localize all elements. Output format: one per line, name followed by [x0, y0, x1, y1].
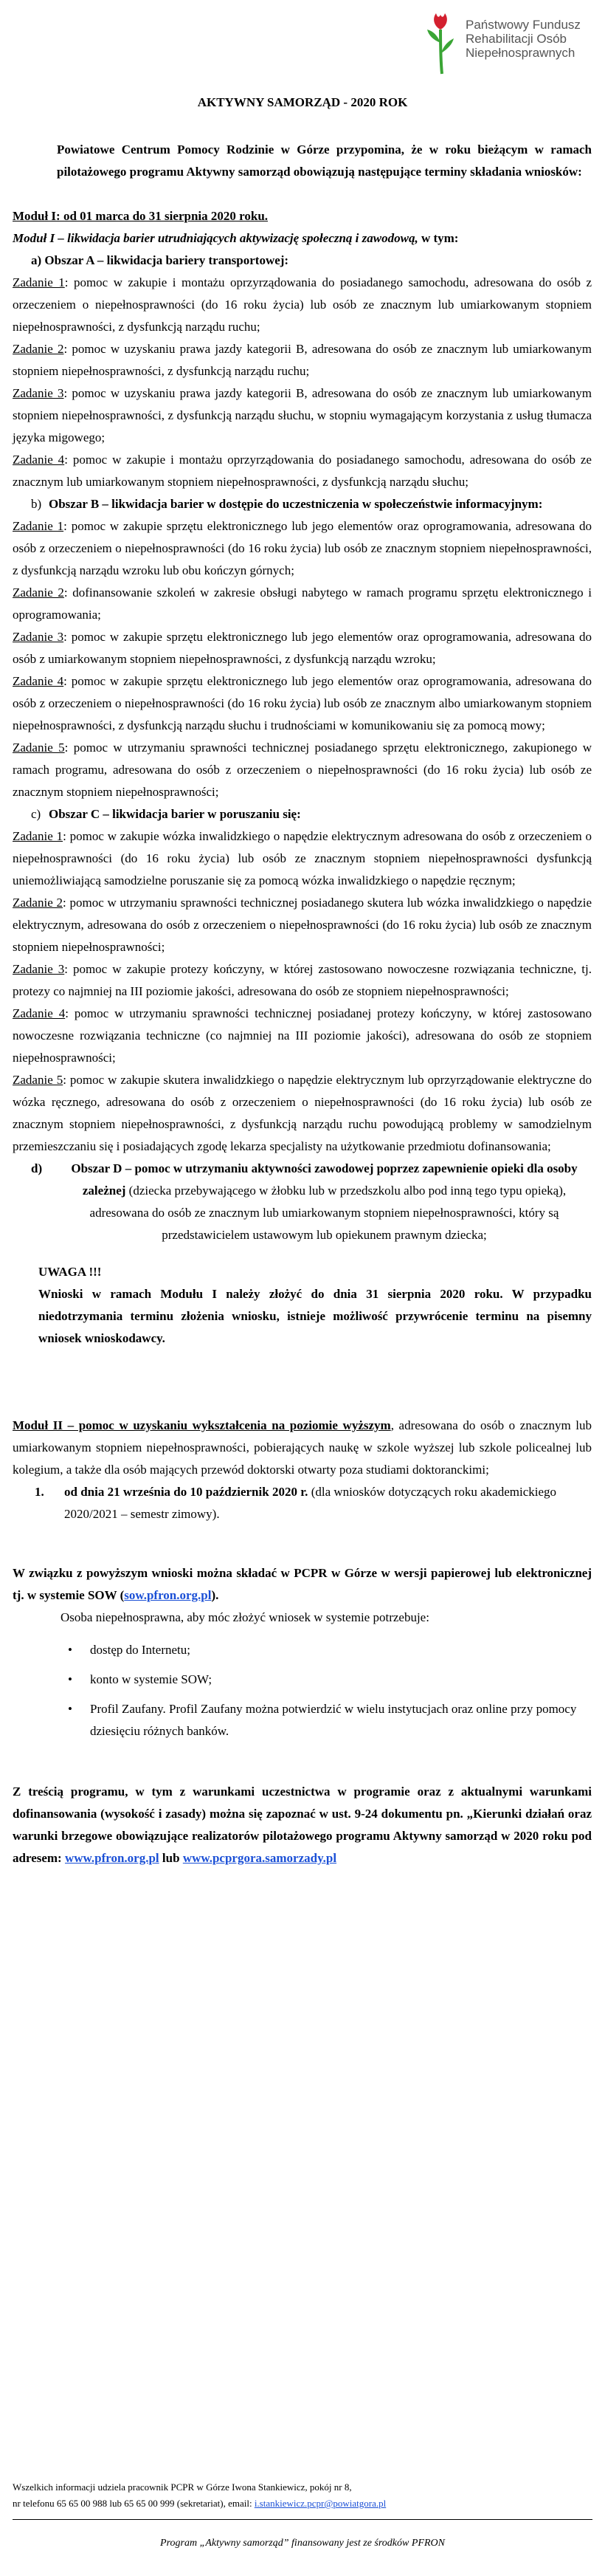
task-item: Zadanie 1: pomoc w zakupie i montażu oprzyrządowania do posiadanego samochodu, adresowana do osób z orzeczeniem o niepełnosprawności (do 16 roku życia) lub osób ze znacznym lub umiarkowanym stopniem niepełnosprawności, z dysfunkcją narządu ruchu; [13, 275, 592, 334]
sow-link[interactable]: sow.pfron.org.pl [124, 1588, 212, 1602]
task-item: Zadanie 4: pomoc w utrzymaniu sprawności technicznej posiadanej protezy kończyny, w której zastosowano nowoczesne rozwiązania techniczne (co najmniej na III poziomie jakości), adresowana do osób ze stopniem niepełnosprawności; [13, 1006, 592, 1065]
area-b-letter: b) [31, 497, 42, 511]
logo-line-3: Niepełnosprawnych [466, 46, 575, 60]
logo-line-2: Rehabilitacji Osób [466, 32, 567, 46]
task-item: Zadanie 2: dofinansowanie szkoleń w zakresie obsługi nabytego w ramach programu sprzętu elektronicznego i oprogramowania; [13, 585, 592, 622]
task-item: Zadanie 4: pomoc w zakupie i montażu oprzyrządowania do posiadanego samochodu, adresowana do osób ze znacznym lub umiarkowanym stopniem niepełnosprawności, z dysfunkcją narządu słuchu; [13, 453, 592, 489]
task-item: Zadanie 1: pomoc w zakupie sprzętu elektronicznego lub jego elementów oraz oprogramowania, adresowana do osób z orzeczeniem o niepełnosprawności (do 16 roku życia) lub osób ze znacznym stopniem niepełnosprawności, z dysfunkcją narządu wzroku lub obu kończyn górnych; [13, 519, 592, 577]
module2-paragraph: Moduł II – pomoc w uzyskaniu wykształcenia na poziomie wyższym, adresowana do osób o znacznym lub umiarkowanym stopniem niepełnosprawności, pobierających naukę w szkole wyższej lub szkole policealnej lub kolegium, a także dla osób mających przewód doktorski otwarty poza studiami doktoranckimi; [13, 1418, 592, 1477]
area-b-title: Obszar B – likwidacja barier w dostępie do uczestniczenia w społeczeństwie informacyjnym: [49, 497, 543, 511]
task-item: Zadanie 4: pomoc w zakupie sprzętu elektronicznego lub jego elementów oraz oprogramowania, adresowana do osób z orzeczeniem o niepełnosprawności (do 16 roku życia) lub osób ze znacznym albo umiarkowanym stopniem niepełnosprawności, z dysfunkcją narządu słuchu i trudnościami w komunikowaniu się za pomocą mowy; [13, 674, 592, 732]
area-c-header [13, 803, 592, 825]
apply-paragraph: W związku z powyższym wnioski można składać w PCPR w Górze w wersji papierowej lub elektronicznej tj. w systemie SOW (sow.pfron.org.pl). [13, 1566, 592, 1602]
area-c-letter: c) [31, 807, 41, 821]
list-item: • konto w systemie SOW; [68, 1672, 212, 1686]
intro-paragraph: Powiatowe Centrum Pomocy Rodzinie w Górze przypomina, że w roku bieżącym w ramach pilotażowego programu Aktywny samorząd obowiązują następujące terminy składania wniosków: [57, 142, 592, 179]
contact-info: Wszelkich informacji udziela pracownik PCPR w Górze Iwona Stankiewicz, pokój nr 8, nr telefonu 65 65 00 988 lub 65 65 00 999 (sekretariat), email: i.stankiewicz.pcpr@powiatgora.pl [13, 2481, 387, 2509]
module1-subtitle: Moduł I – likwidacja barier utrudniających aktywizację społeczną i zawodową, w tym: [13, 231, 459, 245]
task-item: Zadanie 3: pomoc w zakupie sprzętu elektronicznego lub jego elementów oraz oprogramowania, adresowana do osób z umiarkowanym stopniem niepełnosprawności, z dysfunkcją narządu wzroku; [13, 630, 592, 666]
area-d-text: Obszar D – pomoc w utrzymaniu aktywności zawodowej poprzez zapewnienie opieki dla osoby zależnej (dziecka przebywającego w żłobku lub w przedszkolu albo pod inną tego typu opieką), adresowana do osób ze znacznym lub umiarkowanym stopniem niepełnosprawności, który są przedstawicielem ustawowym lub opiekunem prawnym dziecka; [71, 1161, 578, 1242]
task-item: Zadanie 1: pomoc w zakupie wózka inwalidzkiego o napędzie elektrycznym adresowana do osób z orzeczeniem o niepełnosprawności (do 16 roku życia) lub osób ze znacznym stopniem niepełnosprawności dysfunkcją uniemożliwiającą samodzielne poruszanie się za pomocą wózka inwalidzkiego o napędzie ręcznym; [13, 829, 592, 887]
area-c-tasks [13, 825, 592, 1158]
requirements-intro: Osoba niepełnosprawna, aby móc złożyć wniosek w systemie potrzebuje: [60, 1610, 429, 1624]
email-link[interactable]: i.stankiewicz.pcpr@powiatgora.pl [254, 2498, 387, 2509]
task-item: Zadanie 2: pomoc w uzyskaniu prawa jazdy kategorii B, adresowana do osób ze znacznym lub umiarkowanym stopniem niepełnosprawności, z dysfunkcją narządu ruchu; [13, 342, 592, 378]
pcpr-link[interactable]: www.pcprgora.samorzady.pl [182, 1851, 337, 1865]
task-item: Zadanie 5: pomoc w zakupie skutera inwalidzkiego o napędzie elektrycznym lub oprzyrządowanie elektryczne do wózka ręcznego, adresowana do osób z orzeczeniem o niepełnosprawności (do 16 roku życia) lub osób ze znacznym stopniem niepełnosprawności, z dysfunkcją narządu ruchu powodującą problemy w samodzielnym przemieszczaniu się i posiadających zgodę lekarza specjalisty na użytkowanie przedmiotu dofinansowania; [13, 1073, 592, 1153]
details-paragraph: Z treścią programu, w tym z warunkami uczestnictwa w programie oraz z aktualnymi warunkami dofinansowania (wysokość i zasady) można się zapoznać w ust. 9-24 dokumentu pn. „Kierunki działań oraz warunki brzegowe obowiązujące realizatorów pilotażowego programu Aktywny samorząd w 2020 roku pod adresem: www.pfron.org.pl lub www.pcprgora.samorzady.pl [13, 1785, 592, 1865]
footer-divider [13, 2519, 592, 2520]
task-item: Zadanie 5: pomoc w utrzymaniu sprawności technicznej posiadanego sprzętu elektronicznego, zakupionego w ramach programu, adresowana do osób z orzeczeniem o niepełnosprawności (do 16 roku życia) lub osób ze znacznym stopniem niepełnosprawności; [13, 741, 592, 799]
area-a-tasks [13, 272, 592, 493]
module1-heading: Moduł I: od 01 marca do 31 sierpnia 2020 roku. [13, 209, 269, 223]
requirements-list [13, 1639, 592, 1742]
area-c-title: Obszar C – likwidacja barier w poruszaniu się: [49, 807, 301, 821]
pfron-logo [423, 7, 600, 74]
pfron-link[interactable]: www.pfron.org.pl [64, 1851, 159, 1865]
area-b-tasks [13, 515, 592, 803]
module2-item: 1. od dnia 21 września do 10 październik 2020 r. (dla wniosków dotyczących roku akademickiego 2020/2021 – semestr zimowy). [35, 1485, 557, 1521]
area-b-header [13, 493, 592, 515]
list-item: • Profil Zaufany. Profil Zaufany można potwierdzić w wielu instytucjach oraz online przy pomocy dziesięciu różnych banków. [68, 1702, 577, 1738]
area-d-letter: d) [31, 1161, 43, 1175]
warning-text: Wnioski w ramach Modułu I należy złożyć do dnia 31 sierpnia 2020 roku. W przypadku niedotrzymania terminu złożenia wniosku, istnieje możliwość przywrócenie terminu na pisemny wniosek wnioskodawcy. [38, 1287, 592, 1345]
list-item: • dostęp do Internetu; [68, 1643, 190, 1657]
document-body [13, 139, 592, 1869]
task-item: Zadanie 3: pomoc w uzyskaniu prawa jazdy kategorii B, adresowana do osób ze znacznym lub umiarkowanym stopniem niepełnosprawności, z dysfunkcją narządu słuchu, w stopniu wymagającym korzystania z usług tłumacza języka migowego; [13, 386, 592, 444]
page-title: AKTYWNY SAMORZĄD - 2020 ROK [197, 95, 408, 109]
task-item: Zadanie 3: pomoc w zakupie protezy kończyny, w której zastosowano nowoczesne rozwiązania techniczne, tj. protezy co najmniej na III poziomie jakości, adresowana do osób ze stopniem niepełnosprawności; [13, 962, 592, 998]
footer-program-note: Program „Aktywny samorząd” finansowany jest ze środków PFRON [160, 2538, 445, 2549]
task-item: Zadanie 2: pomoc w utrzymaniu sprawności technicznej posiadanego skutera lub wózka inwalidzkiego o napędzie elektrycznym, adresowana do osób z orzeczeniem o niepełnosprawności (do 16 roku życia) lub osób ze znacznym stopniem niepełnosprawności; [13, 896, 592, 954]
logo-line-1: Państwowy Fundusz [466, 18, 581, 32]
warning-title: UWAGA !!! [38, 1265, 102, 1279]
area-a-title: a) Obszar A – likwidacja bariery transportowej: [31, 253, 289, 267]
pfron-flower-icon [423, 7, 460, 75]
area-d [13, 1158, 592, 1246]
